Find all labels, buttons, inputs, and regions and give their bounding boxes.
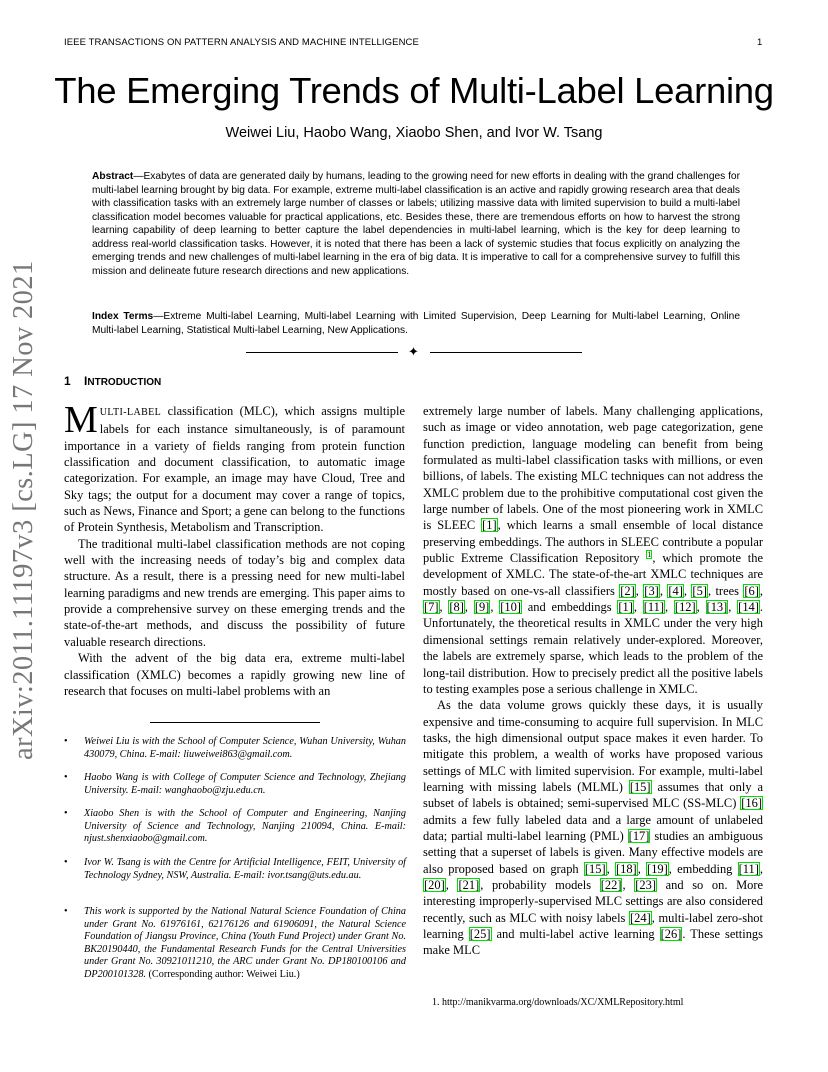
running-header: IEEE TRANSACTIONS ON PATTERN ANALYSIS AND MACHINE INTELLIGENCE <box>64 37 419 48</box>
abstract-label: Abstract <box>92 171 134 182</box>
citation-link[interactable]: [9] <box>474 600 490 615</box>
citation-link[interactable]: [2] <box>620 583 635 598</box>
paper-title: The Emerging Trends of Multi-Label Learning <box>54 70 774 111</box>
abstract-text: —Exabytes of data are generated daily by humans, leading to the growing need for new efforts in dealing with the grand challenges for multi-label learning brought by big data. For example, extreme multi-label classification is an active and rapidly growing research area that deals with classification tasks with an extremely large number of classes or labels; utilizing massive data with limited supervision to build a multi-label classification model becomes valuable for practical applications, etc. Besides these, there are tremendous efforts on how to harvest the strong learning capability of deep learning to better capture the label dependencies in multi-label learning, which is the key for deep learning to address real-world classification tasks. However, it is noted that there has been a lack of systemic studies that focus explicitly on analyzing the emerging trends and new challenges of multi-label learning in the era of big data. It is imperative to call for a comprehensive survey to fulfill this mission and delineate future research directions and new applications. <box>92 171 740 277</box>
paragraph-text: , which learns a small ensemble of local distance preserving embeddings. The authors in SLEEC contribute a popular public Extreme Classification Repository <box>423 518 763 566</box>
index-terms-label: Index Terms <box>92 311 154 322</box>
corresponding-author: (Corresponding author: Weiwei Liu.) <box>145 968 300 980</box>
author-list: Weiwei Liu, Haobo Wang, Xiaobo Shen, and Ivor W. Tsang <box>225 125 603 141</box>
funding-text-italic: This work is supported by the National Natural Science Foundation of China under Grant No. 61976161, 62176126 and 61906091, the Natural Science Foundation of Jiangsu Province, China (Youth Fund Project) under Grant No. BK20190440, the Fundamental Research Funds for the Central Universities under Grant No. 30921011210, the ARC under Grant No. DP180100106 and DP200101328. <box>84 906 406 980</box>
affiliation-tsang <box>64 857 406 882</box>
citation-link[interactable]: [6] <box>744 583 759 598</box>
divider-left <box>246 352 398 353</box>
footnote-url[interactable]: 1. http://manikvarma.org/downloads/XC/XMLRepository.html <box>432 997 684 1008</box>
page-number: 1 <box>757 37 763 48</box>
intro-paragraph-1 <box>64 399 405 536</box>
index-terms <box>92 310 740 337</box>
citation-link[interactable]: [8] <box>449 600 464 615</box>
affiliation-text: Haobo Wang is with College of Computer Science and Technology, Zhejiang University. E-mail: wanghaobo@zju.edu.cn. <box>84 772 406 796</box>
citation-link[interactable]: [13] <box>706 600 728 615</box>
citation-link[interactable]: [1] <box>482 518 497 533</box>
citation-link[interactable]: [18] <box>615 861 637 876</box>
affiliation-text: Weiwei Liu is with the School of Computer Science, Wuhan University, Wuhan 430079, China. E-mail: liuweiwei863@gmail.com. <box>84 736 406 760</box>
abstract <box>92 170 740 278</box>
divider-right <box>430 352 582 353</box>
bullet-icon: • <box>64 736 68 747</box>
intro-paragraph-3: With the advent of the big data era, extreme multi-label classification (XMLC) becomes a rapidly growing new line of research that focuses on multi-label problems with an <box>64 651 405 698</box>
citation-link[interactable]: [14] <box>738 600 759 615</box>
right-column <box>423 403 763 959</box>
affiliation-text: Ivor W. Tsang is with the Centre for Artificial Intelligence, FEIT, University of Technology Sydney, NSW, Australia. E-mail: ivor.tsang@uts.edu.au. <box>84 857 406 881</box>
citation-link[interactable]: [15] <box>629 779 651 794</box>
section-heading-introduction <box>64 374 161 388</box>
paragraph-text: . These settings make MLC <box>423 927 763 958</box>
citation-link[interactable]: [22] <box>600 877 622 892</box>
citation-link[interactable]: [10] <box>500 600 521 615</box>
affiliation-wang <box>64 772 406 797</box>
affiliation-text: Xiaobo Shen is with the School of Computer and Engineering, Nanjing University of Science and Technology, Nanjing 210094, China. E-mail: njust.shenxiaobo@gmail.com. <box>84 808 406 844</box>
citation-link[interactable]: [19] <box>647 861 668 876</box>
paragraph-text: and so on. More interesting improperly-supervised MLC settings are also considered recently, such as MLC with noisy labels <box>423 877 764 925</box>
paragraph-text: . Unfortunately, the theoretical results in XMLC under the very high dimensional settings remain relatively under-explored. Moreover, the labels are extremely sparse, which leads to the problem of the long-tail distribution. How to precisely predict all the positive labels to testing examples pose a serious challenge in XMLC. <box>423 600 764 696</box>
paragraph-text: assumes that only a subset of labels is obtained; semi-supervised MLC (SS-MLC) <box>423 779 763 811</box>
bullet-icon: • <box>64 772 68 783</box>
citation-link[interactable]: [15] <box>584 861 606 876</box>
paragraph-text: , trees <box>707 583 744 598</box>
paragraph-text: , multi-label zero-shot learning <box>423 910 763 941</box>
paragraph-text: extremely large number of labels. Many challenging applications, such as image or video annotation, web page categorization, gene function prediction, language modeling can benefit from being formulated as multi-label classification tasks with millions, or even billions, of labels. The existing MLC techniques can not address the XMLC problem due to the prohibitive computational cost given the large number of labels. One of the most pioneering work in XMLC is SLEEC <box>423 404 763 533</box>
left-column <box>64 399 405 699</box>
citation-link[interactable]: [26] <box>660 927 682 941</box>
citation-link[interactable]: [21] <box>458 877 480 892</box>
index-terms-text: —Extreme Multi-label Learning, Multi-label Learning with Limited Supervision, Deep Learning for Multi-label Learning, Online Multi-label Learning, Statistical Multi-label Learning, New Applications. <box>92 311 740 336</box>
paragraph-text: studies an ambiguous setting that a superset of labels is given. Many effective models are also proposed based on graph <box>423 828 764 876</box>
intro-paragraph-5: As the data volume grows quickly these days, it is usually expensive and time-consuming to acquire full supervision. In MLC tasks, the high dimensional output space makes it even harder. To mitigate this problem, a wealth of works have proposed various settings of MLC with limited supervision. For example, multi-label learning with missing labels (MLML) [15] assumes that only a subset of labels is obtained; semi-supervised MLC (SS-MLC) [16] admits a few fully labeled data and a large amount of unlabeled data; partial multi-label learning (PML) [17] studies an ambiguous setting that a superset of labels is given. Many effective models are also proposed based on graph [15], [18], [19], embedding [11], [20], [21], probability models [22], [23] and so on. More interesting improperly-supervised MLC settings are also considered recently, such as MLC with noisy labels [24], multi-label zero-shot learning [25] and multi-label active learning [26]. These settings make MLC <box>423 698 764 958</box>
bullet-icon: • <box>64 906 68 917</box>
arxiv-identifier-stamp: arXiv:2011.11197v3 [cs.LG] 17 Nov 2021 <box>8 260 39 760</box>
funding-text <box>84 906 406 981</box>
citation-link[interactable]: [12] <box>674 600 696 615</box>
citation-link[interactable]: [11] <box>738 861 759 876</box>
funding-note <box>64 906 406 981</box>
paragraph-text: classification (MLC), which assigns multiple labels for each instance simultaneously, is of paramount importance in a variety of fields ranging from protein function classification and document classification, to automatic image categorization. For example, an image may have Cloud, Tree and Sky tags; the output for a document may cover a range of topics, such as News, Finance and Sport; a gene can belong to the functions of Protein Synthesis, Metabolism and Transcription. <box>64 404 405 535</box>
affiliation-shen <box>64 808 406 846</box>
citation-link[interactable]: [20] <box>424 877 445 892</box>
affiliation-liu <box>64 736 406 761</box>
citation-link[interactable]: [25] <box>469 927 491 941</box>
citation-link[interactable]: [7] <box>424 600 439 615</box>
footnote-marker[interactable]: 1 <box>647 549 652 559</box>
intro-paragraph-4: extremely large number of labels. Many challenging applications, such as image or video annotation, web page categorization, gene function prediction, language modeling can benefit from being formulated as multi-label classification tasks with millions, or even billions, of labels. The existing MLC techniques can not address the XMLC problem due to the prohibitive computational cost given the large number of labels. One of the most pioneering work in XMLC is SLEEC [1], which learns a small ensemble of local distance preserving embeddings. The authors in SLEEC contribute a popular public Extreme Classification Repository $^1$, which promote the development of XMLC. The state-of-the-art XMLC techniques are mostly based on one-vs-all classifiers [2], [3], [4], [5], trees [6], [7], [8], [9], [10] and embeddings [1], [11], [12], [13], [14]. Unfortunately, the theoretical results in XMLC under the very high dimensional settings remain relatively under-explored. Moreover, the labels are extremely sparse, which leads to the problem of the long-tail distribution. How to precisely predict all the positive labels to testing examples pose a serious challenge in XMLC. <box>423 404 764 696</box>
paragraph-text: admits a few fully labeled data and a large amount of unlabeled data; partial multi-label learning (PML) <box>423 812 763 843</box>
divider-diamond-icon: ✦ <box>408 344 419 359</box>
bullet-icon: • <box>64 857 68 868</box>
paragraph-text: , probability models <box>480 877 600 892</box>
intro-paragraph-2: The traditional multi-label classification methods are not coping well with the increasing needs of today’s big and complex data structure. As a result, there is a pressing need for new multi-label learning paradigms and new trends are emerging. This paper aims to provide a comprehensive survey on these emerging trends and the state-of-the-art methods, and discuss the possibility of future valuable research directions. <box>64 536 405 649</box>
citation-link[interactable]: [16] <box>741 796 762 811</box>
citation-link[interactable]: [11] <box>643 600 665 615</box>
citation-link[interactable]: [23] <box>635 877 656 892</box>
citation-link[interactable]: [1] <box>618 600 633 615</box>
smallcaps-lead: ULTI-LABEL <box>99 407 162 418</box>
footnote-rule <box>150 722 320 723</box>
paragraph-text: and multi-label active learning <box>491 927 660 941</box>
paragraph-text: and embeddings <box>521 600 618 615</box>
bullet-icon: • <box>64 808 68 819</box>
citation-link[interactable]: [3] <box>644 583 659 598</box>
section-number: 1 <box>64 374 71 388</box>
paragraph-text: As the data volume grows quickly these days, it is usually expensive and time-consuming to acquire full supervision. In MLC tasks, the high dimensional output space makes it even harder. To mitigate this problem, a wealth of works have proposed various settings of MLC with limited supervision. For example, multi-label learning with missing labels (MLML) <box>423 698 763 794</box>
citation-link[interactable]: [24] <box>630 910 651 925</box>
paragraph-text: , embedding <box>668 861 738 876</box>
citation-link[interactable]: [5] <box>692 583 707 598</box>
citation-link[interactable]: [17] <box>628 828 650 843</box>
paragraph-text: , which promote the development of XMLC. The state-of-the-art XMLC techniques are mostly based on one-vs-all classifiers <box>423 551 763 598</box>
citation-link[interactable]: [4] <box>668 583 683 598</box>
section-title-initial: I <box>84 374 88 388</box>
drop-cap: M <box>64 399 98 441</box>
section-title-rest: NTRODUCTION <box>87 377 162 388</box>
